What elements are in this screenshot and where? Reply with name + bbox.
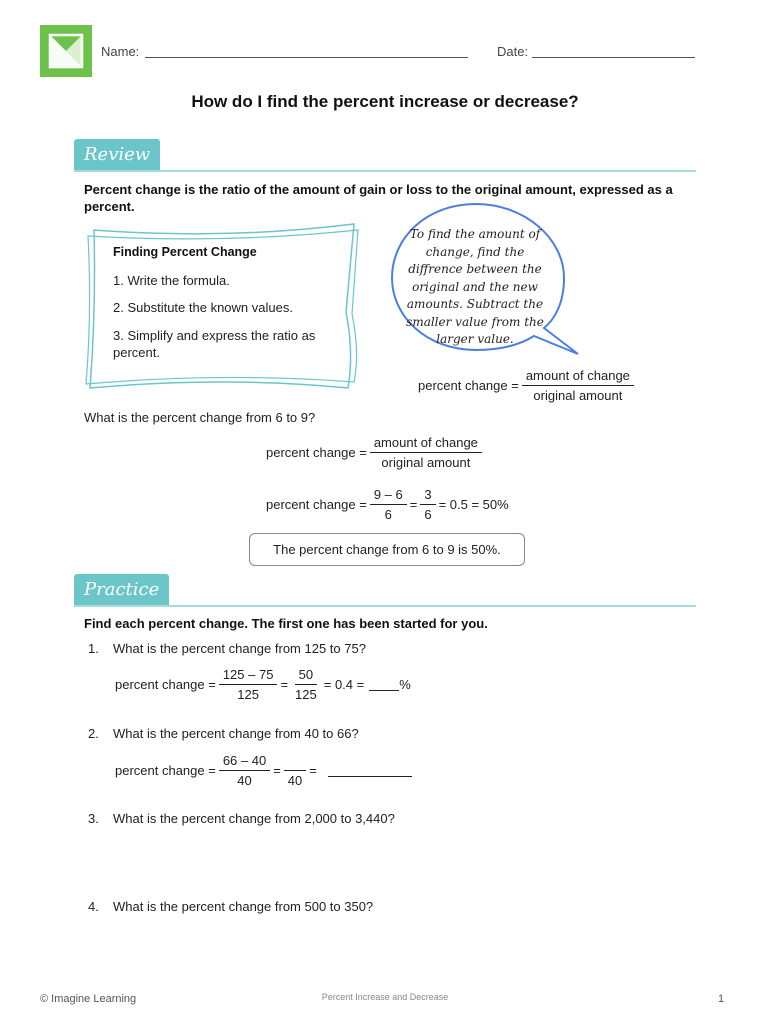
date-label: Date: xyxy=(497,44,529,59)
example-lhs: percent change = xyxy=(266,445,367,460)
page-number: 1 xyxy=(718,993,725,1005)
example-question: What is the percent change from 6 to 9? xyxy=(84,410,316,425)
example-denominator: 6 xyxy=(424,507,432,522)
example-line-2 xyxy=(266,487,512,522)
problem-number: 3. xyxy=(88,811,99,826)
problem-question: What is the percent change from 2,000 to 3,440? xyxy=(113,811,395,826)
page-title: How do I find the percent increase or decrease? xyxy=(191,92,579,111)
problem-numerator: 125 – 75 xyxy=(219,667,278,685)
problem-partial-result: = 0.4 = xyxy=(323,677,365,692)
formula-lhs: percent change = xyxy=(418,378,519,393)
answer-blank[interactable] xyxy=(369,678,399,691)
practice-instructions: Find each percent change. The first one has been started for you. xyxy=(84,616,488,631)
example-line-1 xyxy=(266,435,482,470)
review-rule xyxy=(74,170,696,172)
example-numerator: 9 – 6 xyxy=(370,487,407,505)
problem-lhs: percent change = xyxy=(115,677,216,692)
problem-numerator: 66 – 40 xyxy=(219,753,270,771)
problem-denominator: 125 xyxy=(237,687,259,702)
problem-question: What is the percent change from 40 to 66? xyxy=(113,726,359,741)
name-label: Name: xyxy=(101,44,140,59)
definition-text: Percent change is the ratio of the amount of gain or loss to the original amount, expressed as a percent. xyxy=(84,182,673,214)
footer-copyright: © Imagine Learning xyxy=(40,993,137,1005)
example-numerator: 3 xyxy=(420,487,435,505)
equals-sign: = xyxy=(273,763,281,778)
problem-question: What is the percent change from 500 to 350? xyxy=(113,899,374,914)
footer-title: Percent Increase and Decrease xyxy=(321,992,449,1002)
example-denominator: 6 xyxy=(384,507,392,522)
problem-question: What is the percent change from 125 to 75? xyxy=(113,641,366,656)
date-field[interactable] xyxy=(532,57,695,58)
equals-sign: = xyxy=(280,677,289,692)
equals-sign: = xyxy=(409,497,418,512)
percent-sign: % xyxy=(399,677,411,692)
name-field[interactable] xyxy=(145,57,468,58)
equals-sign: = xyxy=(309,763,317,778)
example-numerator: amount of change xyxy=(370,435,482,453)
formula xyxy=(418,368,634,403)
problem-numerator: 50 xyxy=(295,667,317,685)
answer-blank[interactable] xyxy=(328,764,412,777)
imagine-learning-logo-icon xyxy=(40,25,92,77)
problem-number: 2. xyxy=(88,726,99,741)
problem-equation xyxy=(115,753,412,788)
problem-equation xyxy=(115,667,411,702)
example-denominator: original amount xyxy=(381,455,471,470)
bubble-text: To find the amount of change, find the diffrence between the original and the new amounts. Subtract the smaller value from the larger value. xyxy=(406,227,544,346)
example-answer: The percent change from 6 to 9 is 50%. xyxy=(249,533,525,566)
formula-numerator: amount of change xyxy=(522,368,634,386)
problem-denominator: 40 xyxy=(237,773,252,788)
example-result: = 0.5 = 50% xyxy=(438,497,509,512)
step-item: 1. Write the formula. xyxy=(113,273,230,288)
problem-number: 1. xyxy=(88,641,99,656)
practice-tab: Practice xyxy=(74,574,169,606)
problem-denominator: 125 xyxy=(295,687,317,702)
example-lhs: percent change = xyxy=(266,497,367,512)
review-tab: Review xyxy=(74,139,160,171)
steps-card xyxy=(113,244,353,361)
steps-heading: Finding Percent Change xyxy=(113,245,257,259)
step-item: 2. Substitute the known values. xyxy=(113,300,293,315)
problem-number: 4. xyxy=(88,899,99,914)
problem-denominator: 40 xyxy=(287,773,303,788)
problem-numerator-blank[interactable] xyxy=(284,753,306,771)
problem-lhs: percent change = xyxy=(115,763,216,778)
formula-denominator: original amount xyxy=(533,388,623,403)
practice-rule xyxy=(74,605,696,607)
step-item: 3. Simplify and express the ratio as percent. xyxy=(113,328,316,360)
